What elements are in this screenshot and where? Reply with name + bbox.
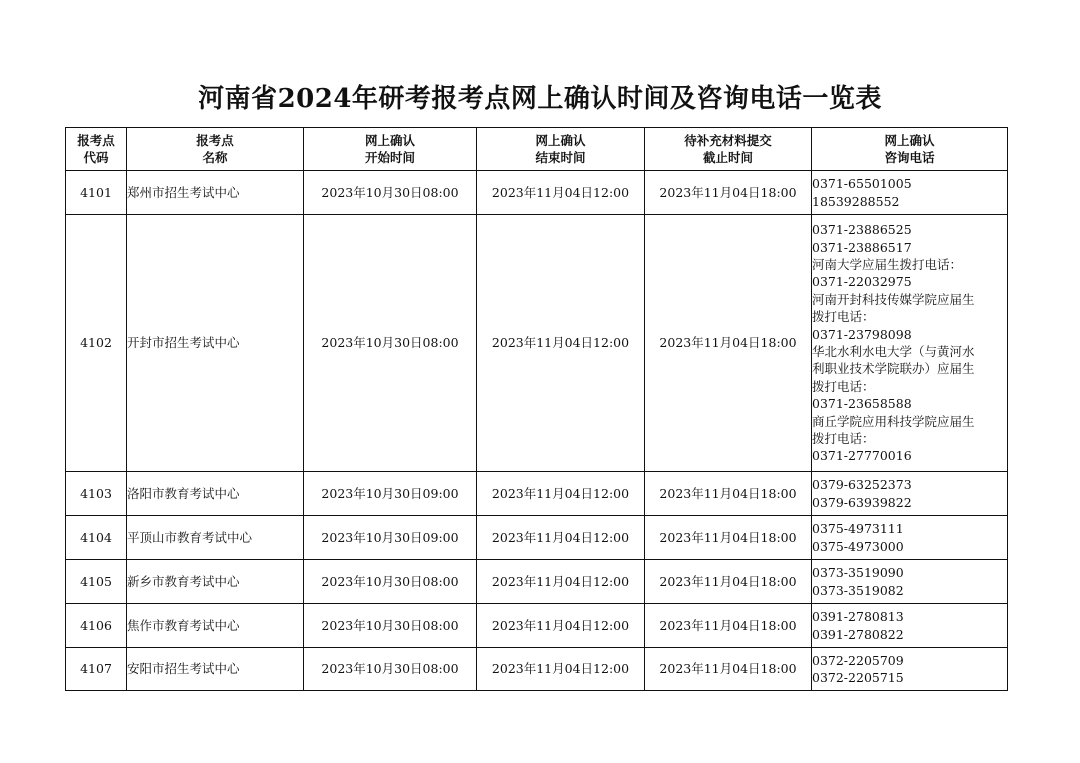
cell-phone [812,560,1008,604]
cell-code: 4104 [66,516,127,560]
cell-name: 郑州市招生考试中心 [127,171,304,215]
header-code-line1: 报考点 [77,133,115,148]
phone-line: 0375-4973000 [812,538,904,554]
header-code-line2: 代码 [83,150,109,165]
phone-line: 0373-3519090 [812,565,904,581]
page-title: 河南省2024年研考报考点网上确认时间及咨询电话一览表 [198,84,882,114]
header-name-line1: 报考点 [196,133,234,148]
phone-line: 0371-22032975 [812,274,912,290]
cell-code: 4102 [66,215,127,472]
header-deadline [645,128,812,171]
cell-deadline: 2023年11月04日18:00 [645,604,812,648]
header-end-line1: 网上确认 [535,133,586,148]
table-header-row [66,128,1008,171]
phone-line: 0371-65501005 [812,176,912,192]
cell-end-time: 2023年11月04日12:00 [477,648,645,691]
phone-line: 0372-2205715 [812,670,904,685]
phone-line: 0371-23886525 [812,222,912,238]
phone-line: 拨打电话： [812,378,875,394]
phone-line: 拨打电话： [812,431,875,447]
cell-phone [812,516,1008,560]
cell-name: 安阳市招生考试中心 [127,648,304,691]
header-start-line2: 开始时间 [364,150,415,165]
cell-phone [812,604,1008,648]
cell-name: 平顶山市教育考试中心 [127,516,304,560]
header-phone [812,128,1008,171]
cell-start-time: 2023年10月30日08:00 [304,215,477,472]
cell-phone [812,171,1008,215]
cell-phone [812,648,1008,691]
table-row [66,516,1008,560]
cell-deadline: 2023年11月04日18:00 [645,560,812,604]
cell-end-time: 2023年11月04日12:00 [477,215,645,472]
phone-line: 利职业技术学院联办）应届生 [812,361,975,377]
phone-line: 0379-63252373 [812,477,912,493]
cell-end-time: 2023年11月04日12:00 [477,472,645,516]
phone-line: 0391-2780822 [812,626,904,642]
cell-start-time: 2023年10月30日08:00 [304,604,477,648]
phone-line: 拨打电话： [812,309,875,325]
header-deadline-line1: 待补充材料提交 [684,133,772,148]
table-row [66,472,1008,516]
cell-name: 焦作市教育考试中心 [127,604,304,648]
header-phone-line2: 咨询电话 [884,150,935,165]
cell-end-time: 2023年11月04日12:00 [477,171,645,215]
cell-start-time: 2023年10月30日08:00 [304,171,477,215]
cell-deadline: 2023年11月04日18:00 [645,648,812,691]
table-row [66,604,1008,648]
cell-code: 4101 [66,171,127,215]
cell-phone [812,215,1008,472]
cell-code: 4106 [66,604,127,648]
cell-start-time: 2023年10月30日09:00 [304,516,477,560]
cell-code: 4103 [66,472,127,516]
cell-start-time: 2023年10月30日08:00 [304,648,477,691]
cell-deadline: 2023年11月04日18:00 [645,171,812,215]
phone-line: 河南开封科技传媒学院应届生 [812,291,975,307]
phone-line: 河南大学应届生拨打电话： [812,256,963,272]
cell-name: 新乡市教育考试中心 [127,560,304,604]
table-row [66,648,1008,691]
header-start-line1: 网上确认 [364,133,415,148]
header-start [304,128,477,171]
phone-line: 0371-23798098 [812,326,912,342]
header-phone-line1: 网上确认 [884,133,935,148]
phone-line: 华北水利水电大学（与黄河水 [812,344,975,359]
cell-phone [812,472,1008,516]
cell-end-time: 2023年11月04日12:00 [477,516,645,560]
schedule-table [65,127,1008,691]
header-deadline-line2: 截止时间 [702,150,753,165]
cell-name: 洛阳市教育考试中心 [127,472,304,516]
table-row [66,215,1008,472]
phone-line: 0391-2780813 [812,609,904,625]
cell-name: 开封市招生考试中心 [127,215,304,472]
cell-deadline: 2023年11月04日18:00 [645,516,812,560]
cell-deadline: 2023年11月04日18:00 [645,215,812,472]
header-name-line2: 名称 [202,150,228,165]
phone-line: 商丘学院应用科技学院应届生 [812,413,975,429]
phone-line: 0371-27770016 [812,448,912,464]
cell-start-time: 2023年10月30日08:00 [304,560,477,604]
phone-line: 18539288552 [812,193,900,209]
header-end [477,128,645,171]
cell-code: 4105 [66,560,127,604]
cell-code: 4107 [66,648,127,691]
table-row [66,171,1008,215]
phone-line: 0373-3519082 [812,582,904,598]
header-name [127,128,304,171]
phone-line: 0372-2205709 [812,652,904,668]
table-row [66,560,1008,604]
phone-line: 0371-23886517 [812,239,912,255]
header-code [66,128,127,171]
cell-end-time: 2023年11月04日12:00 [477,604,645,648]
phone-line: 0375-4973111 [812,521,904,537]
cell-start-time: 2023年10月30日09:00 [304,472,477,516]
header-end-line2: 结束时间 [535,150,586,165]
cell-deadline: 2023年11月04日18:00 [645,472,812,516]
phone-line: 0379-63939822 [812,494,912,510]
phone-line: 0371-23658588 [812,396,912,412]
cell-end-time: 2023年11月04日12:00 [477,560,645,604]
